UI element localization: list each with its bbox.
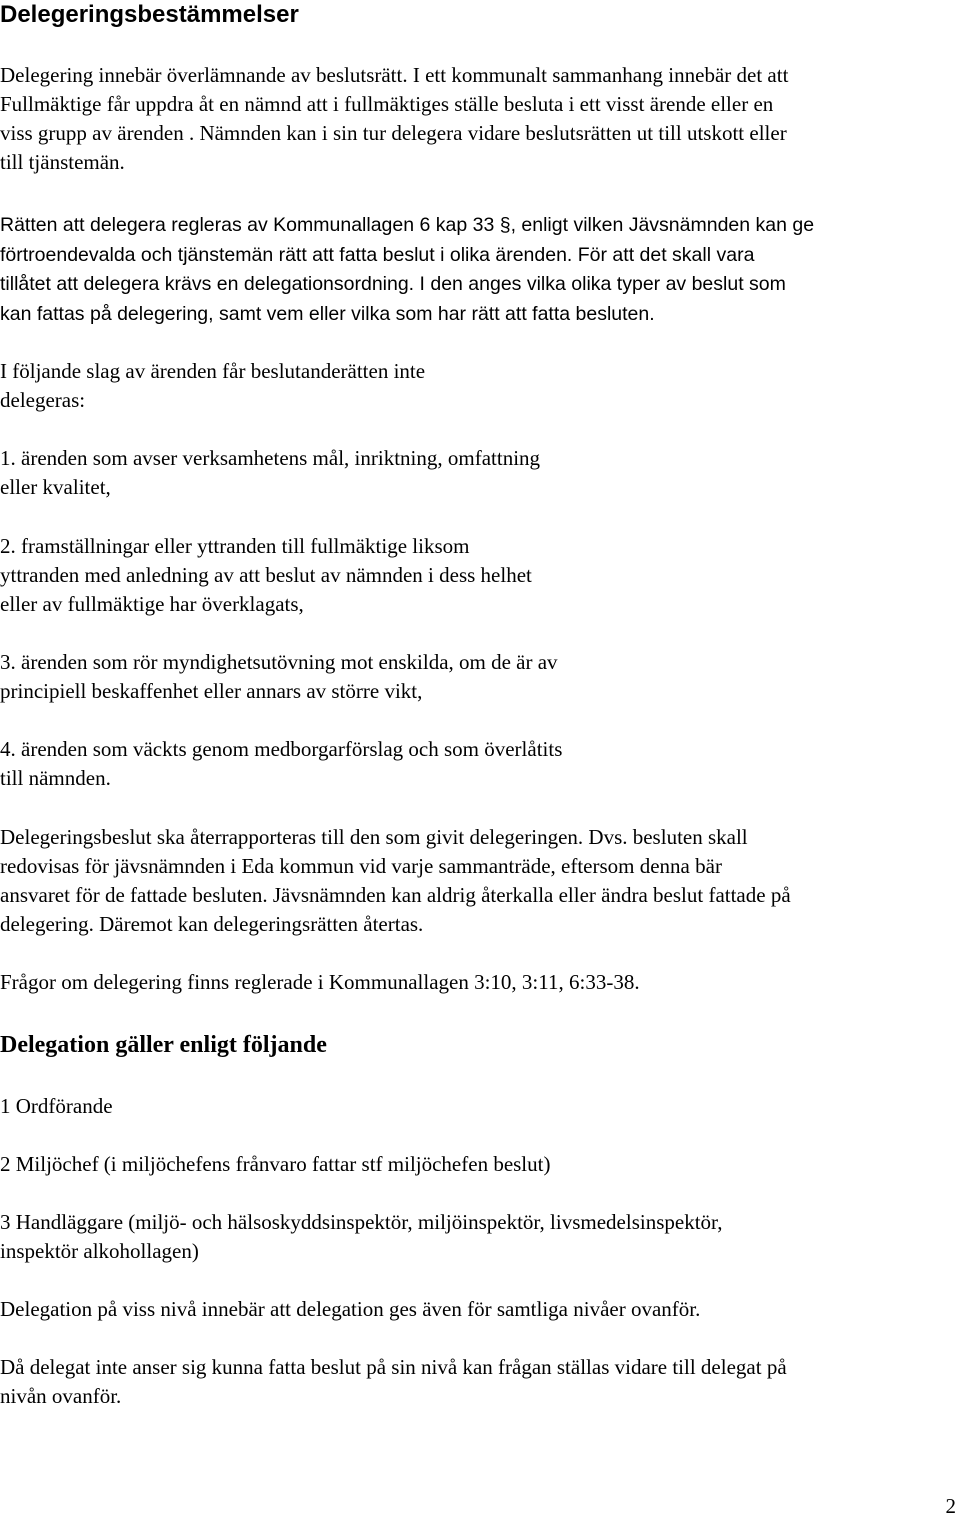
reporting-line: redovisas för jävsnämnden i Eda kommun vid varje sammanträde, eftersom denna bär — [0, 854, 722, 878]
restriction-line: principiell beskaffenhet eller annars av större vikt, — [0, 679, 423, 703]
page-title: Delegeringsbestämmelser — [0, 1, 299, 28]
escalation-rule-paragraph — [0, 1353, 787, 1411]
escalation-rule-line: nivån ovanför. — [0, 1384, 122, 1408]
page-number: 2 — [945, 1494, 956, 1518]
delegation-level-2 — [0, 1150, 550, 1179]
reporting-line: ansvaret för de fattade besluten. Jävsnämnden kan aldrig återkalla eller ändra beslut fattade på — [0, 883, 791, 907]
reporting-paragraph — [0, 823, 791, 939]
restriction-line: 2. framställningar eller yttranden till fullmäktige liksom — [0, 534, 470, 558]
intro-paragraph — [0, 61, 788, 177]
restriction-line: eller av fullmäktige har överklagats, — [0, 592, 304, 616]
legal-basis-line: förtroendevalda och tjänstemän rätt att fatta beslut i olika ärenden. För att det skall vara — [0, 243, 755, 266]
delegation-level-line: 1 Ordförande — [0, 1094, 113, 1118]
intro-line: viss grupp av ärenden . Nämnden kan i sin tur delegera vidare beslutsrätten ut till utskott eller — [0, 121, 787, 145]
delegation-level-1 — [0, 1092, 113, 1121]
legal-basis-line: tillåtet att delegera krävs en delegationsordning. I den anges vilka olika typer av beslut som — [0, 273, 786, 295]
restriction-line: yttranden med anledning av att beslut av nämnden i dess helhet — [0, 563, 532, 587]
restriction-intro-line: I följande slag av ärenden får beslutanderätten inte — [0, 359, 426, 383]
restriction-line: till nämnden. — [0, 766, 111, 790]
restriction-item-1 — [0, 444, 540, 502]
delegation-level-3 — [0, 1208, 722, 1266]
level-rule-paragraph — [0, 1295, 700, 1324]
legal-basis-line: kan fattas på delegering, samt vem eller vilka som har rätt att fatta besluten. — [0, 302, 655, 325]
reporting-line: delegering. Däremot kan delegeringsrätten återtas. — [0, 912, 424, 936]
legal-basis-line: Rätten att delegera regleras av Kommunallagen 6 kap 33 §, enligt vilken Jävsnämnden kan ge — [0, 214, 815, 236]
delegation-level-line: 3 Handläggare (miljö- och hälsoskyddsinspektör, miljöinspektör, livsmedelsinspektör, — [0, 1210, 723, 1234]
delegation-heading: Delegation gäller enligt följande — [0, 1032, 327, 1058]
restriction-line: 4. ärenden som väckts genom medborgarförslag och som överlåtits — [0, 737, 563, 761]
restriction-item-3 — [0, 648, 558, 706]
intro-line: Fullmäktige får uppdra åt en nämnd att i fullmäktiges ställe besluta i ett visst ärende eller en — [0, 92, 774, 116]
restriction-line: eller kvalitet, — [0, 475, 111, 499]
level-rule-line: Delegation på viss nivå innebär att delegation ges även för samtliga nivåer ovanför. — [0, 1297, 701, 1321]
restriction-item-4 — [0, 735, 562, 793]
restriction-line: 3. ärenden som rör myndighetsutövning mot enskilda, om de är av — [0, 650, 558, 674]
intro-line: Delegering innebär överlämnande av beslutsrätt. I ett kommunalt sammanhang innebär det att — [0, 63, 789, 87]
restriction-intro-line: delegeras: — [0, 388, 86, 412]
restriction-item-2 — [0, 532, 532, 619]
questions-line: Frågor om delegering finns reglerade i Kommunallagen 3:10, 3:11, 6:33-38. — [0, 970, 640, 994]
intro-line: till tjänstemän. — [0, 150, 125, 174]
escalation-rule-line: Då delegat inte anser sig kunna fatta beslut på sin nivå kan frågan ställas vidare till delegat på — [0, 1355, 787, 1379]
delegation-level-line: inspektör alkohollagen) — [0, 1239, 199, 1263]
questions-paragraph — [0, 968, 640, 997]
restriction-line: 1. ärenden som avser verksamhetens mål, inriktning, omfattning — [0, 446, 541, 470]
reporting-line: Delegeringsbeslut ska återrapporteras till den som givit delegeringen. Dvs. besluten skall — [0, 825, 748, 849]
restriction-intro — [0, 357, 425, 415]
legal-basis-paragraph — [0, 211, 814, 329]
delegation-level-line: 2 Miljöchef (i miljöchefens frånvaro fattar stf miljöchefen beslut) — [0, 1152, 551, 1176]
